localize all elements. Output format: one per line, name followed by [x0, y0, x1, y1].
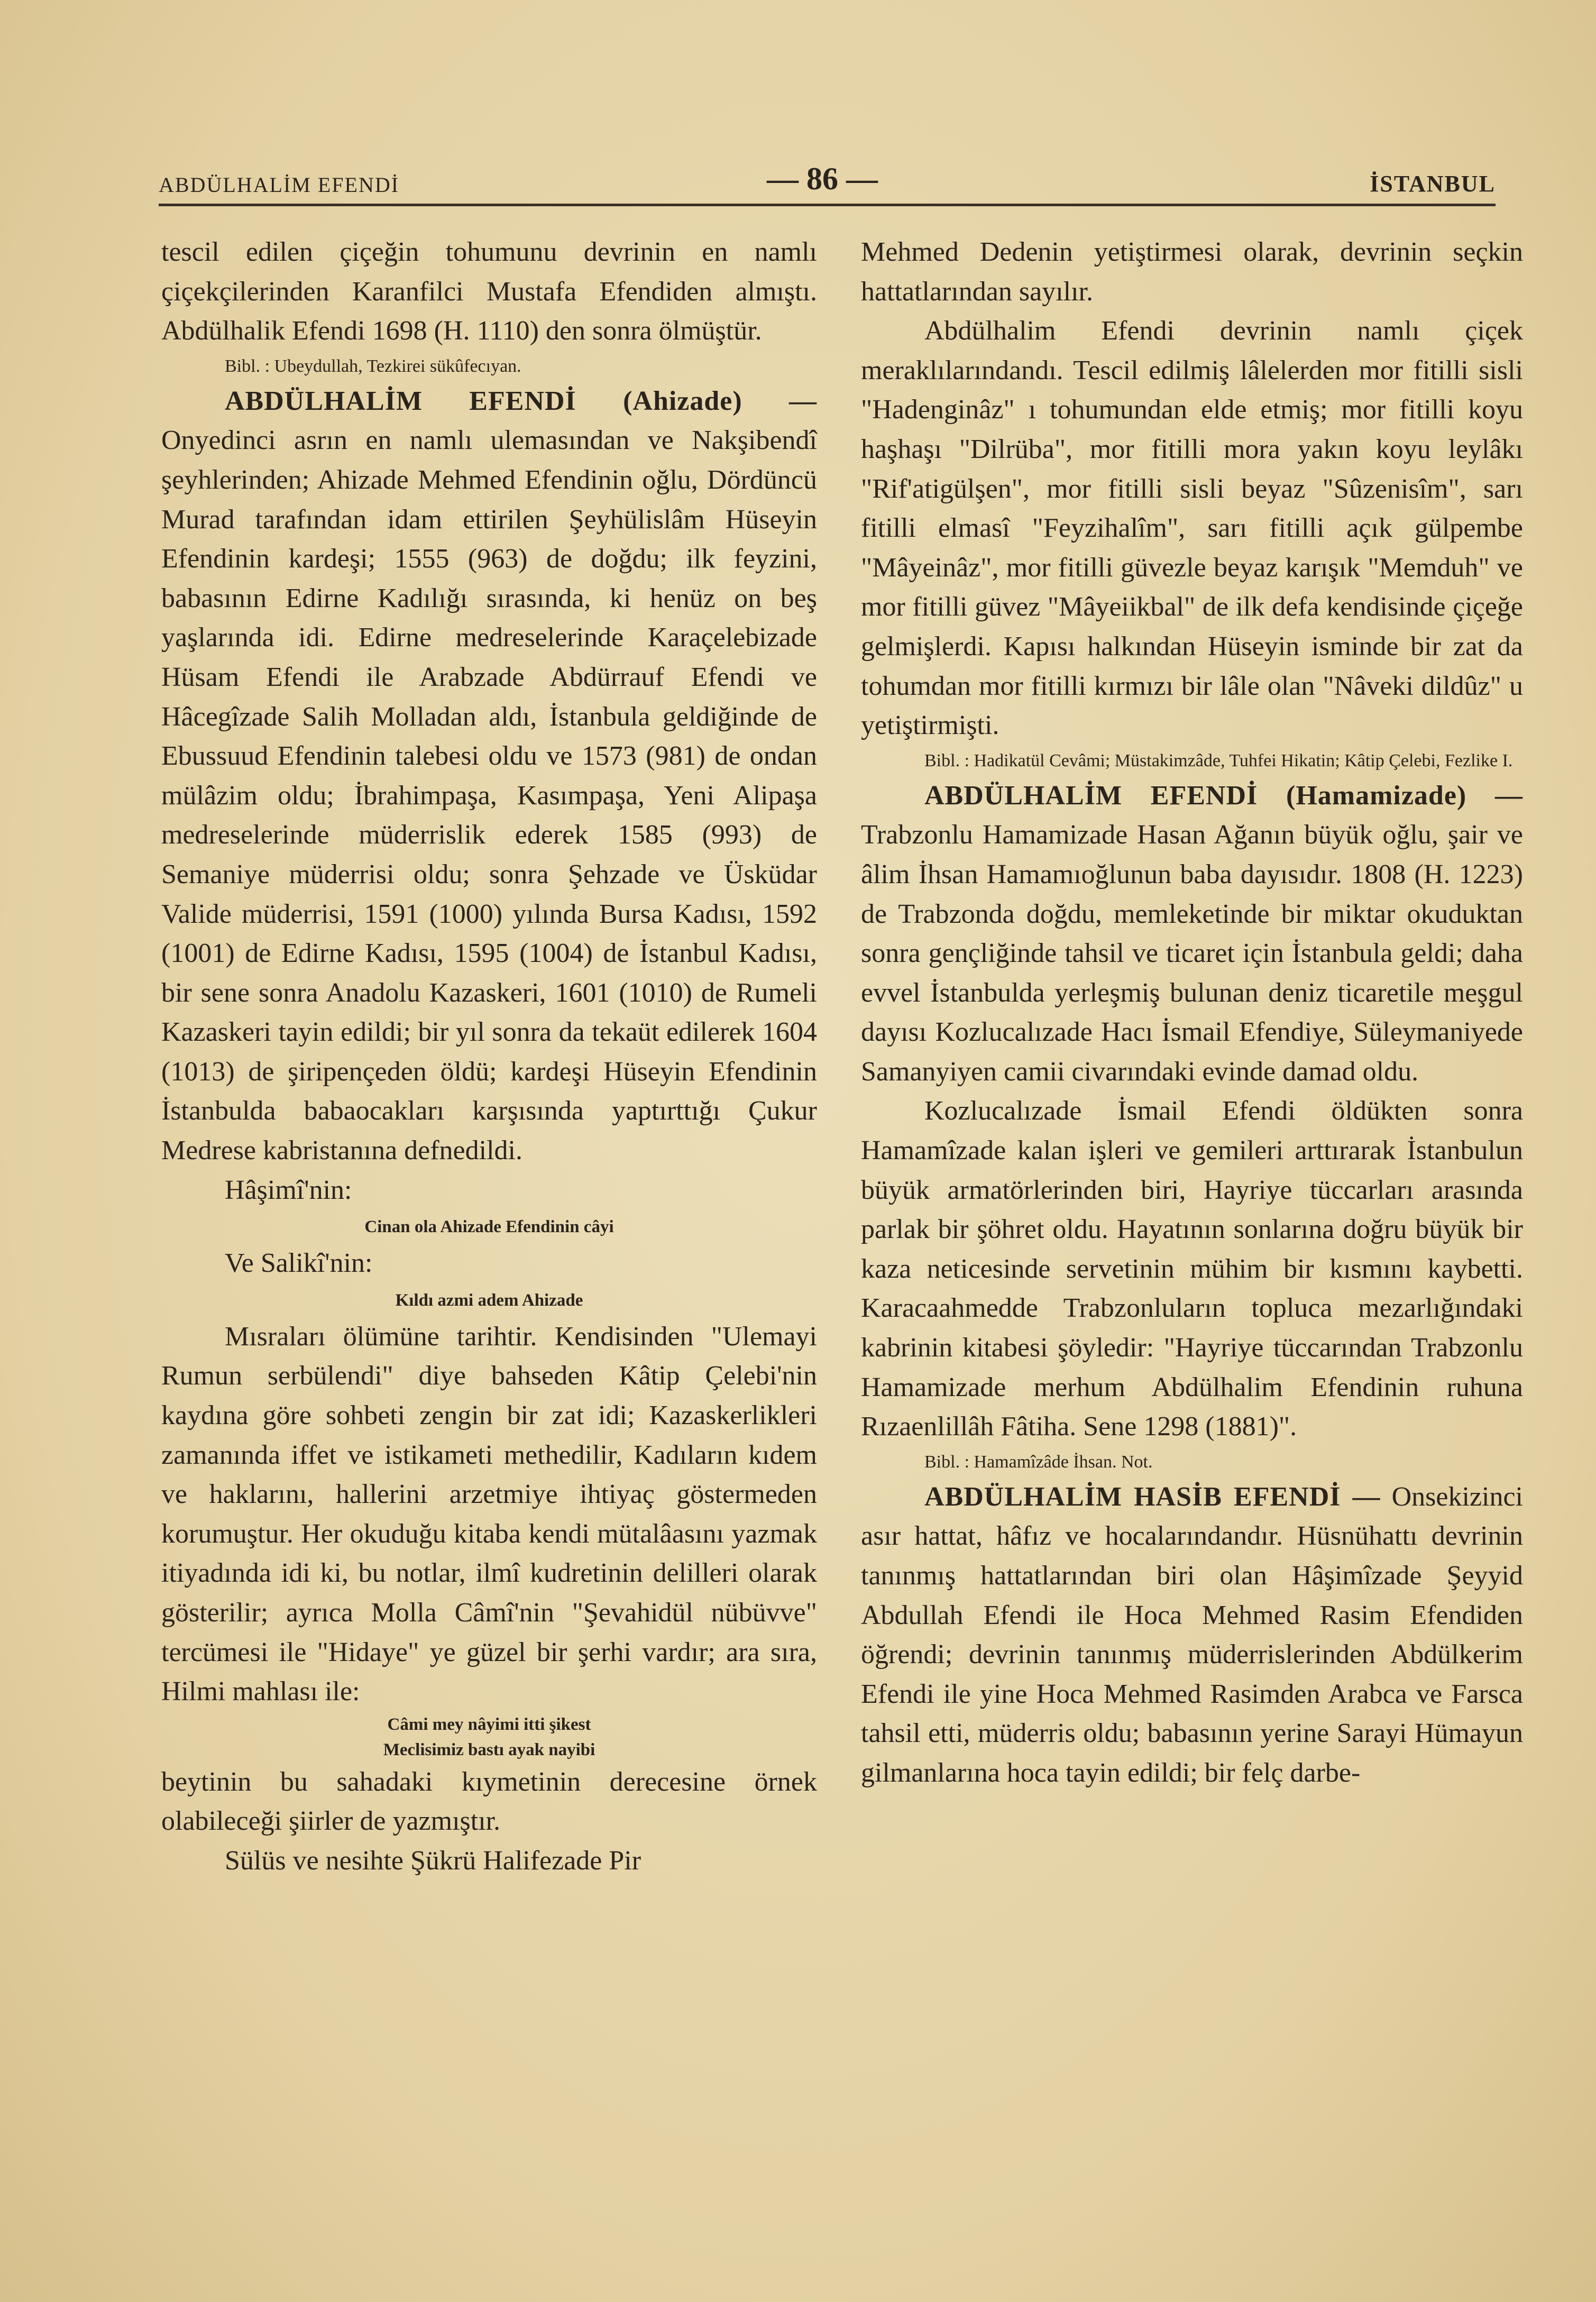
- bibliography: Bibl. : Hadikatül Cevâmi; Müstakimzâde, Tuhfei Hikatin; Kâtip Çelebi, Fezlike I.: [924, 750, 1513, 771]
- entry-abdulhalim-ahizade: [161, 382, 817, 1171]
- bibliography: Bibl. : Ubeydullah, Tezkirei sükûfecıyan.: [225, 356, 521, 376]
- paragraph: Sülüs ve nesihte Şükrü Halifezade Pir: [225, 1845, 641, 1876]
- paragraph: Mısraları ölümüne tarihtir. Kendisinden "Ulemayi Rumun serbülendi" diye bahseden Kâtip Çelebi'nin kaydına göre sohbeti zengin bir zat idi; Kazaskerlikleri zamanında iffet ve istikameti methedilir, Kadıların kıdem ve haklarını, hallerini arzetmiye ihtiyaç göstermeden korumuştur. Her okuduğu kitaba kendi mütalâasını yazmak itiyadında idi ki, bu notlar, ilmî kudretinin delilleri olarak gösterilir; ayrıca Molla Câmî'nin "Şevahidül nübüvve" tercümesi ile "Hidaye" ye güzel bir şerhi vardır; ara sıra, Hilmi mahlası ile:: [161, 1321, 817, 1707]
- verse-label: Hâşimî'nin:: [225, 1175, 352, 1205]
- verse-line: Kıldı azmi adem Ahizade: [395, 1290, 583, 1310]
- paragraph: tescil edilen çiçeğin tohumunu devrinin en namlı çiçekçilerinden Karanfilci Mustafa Efendiden almıştı. Abdülhalik Efendi 1698 (H. 1110) den sonra ölmüştür.: [161, 237, 817, 346]
- verse-line: Câmi mey nâyimi itti şikest: [387, 1714, 591, 1734]
- entry-abdulhalim-hamamizade: [861, 776, 1523, 1092]
- right-column: [861, 233, 1523, 1793]
- entry-text: Onsekizinci asır hattat, hâfız ve hocalarındandır. Hüsnühattı devrinin tanınmış hattatlarından biri olan Hâşimîzade Şeyyid Abdullah Efendi ile Hoca Mehmed Rasim Efendiden öğrendi; devrinin tanınmış müderrislerinden Abdülkerim Efendi ile yine Hoca Mehmed Rasimden Arabca ve Farsca tahsil etti, müderris oldu; babasının yerine Sarayi Hümayun gilmanlarına hoca tayin edildi; bir felç darbe-: [861, 1481, 1524, 1788]
- entry-headword: ABDÜLHALİM EFENDİ (Ahizade) —: [225, 386, 817, 416]
- entry-text: Trabzonlu Hamamizade Hasan Ağanın büyük oğlu, şair ve âlim İhsan Hamamıoğlunun baba dayısıdır. 1808 (H. 1223) de Trabzonda doğdu, memleketinde bir miktar okuduktan sonra gençliğinde tahsil ve ticaret için İstanbula geldi; daha evvel İstanbulda yerleşmiş bulunan deniz ticaretile meşgul dayısı Kozlucalızade Hacı İsmail Efendiye, Süleymaniyede Samanyiyen camii civarındaki evinde damad oldu.: [861, 820, 1523, 1087]
- entry-headword: ABDÜLHALİM EFENDİ (Hamamizade) —: [924, 780, 1523, 811]
- header-section-title: İSTANBUL: [1370, 171, 1496, 197]
- paragraph: Mehmed Dedenin yetiştirmesi olarak, devrinin seçkin hattatlarından sayılır.: [861, 237, 1523, 307]
- header-entry-title: ABDÜLHALİM EFENDİ: [159, 173, 400, 197]
- entry-text: Onyedinci asrın en namlı ulemasından ve Nakşibendî şeyhlerinden; Ahizade Mehmed Efendinin oğlu, Dördüncü Murad tarafından idam ettirilen Şeyhülislâm Hüseyin Efendinin kardeşi; 1555 (963) de doğdu; ilk feyzini, babasının Edirne Kadılığı sırasında, ki henüz on beş yaşlarında idi. Edirne medreselerinde Karaçelebizade Hüsam Efendi ile Arabzade Abdürrauf Efendi ve Hâcegîzade Salih Molladan aldı, İstanbula geldiğinde de Ebussuud Efendinin talebesi oldu ve 1573 (981) de ondan mülâzim oldu; İbrahimpaşa, Kasımpaşa, Yeni Alipaşa medreselerinde müderrislik ederek 1585 (993) de Semaniye müderrisi oldu; sonra Şehzade ve Üsküdar Valide müderrisi, 1591 (1000) yılında Bursa Kadısı, 1592 (1001) de Edirne Kadısı, 1595 (1004) de İstanbul Kadısı, bir sene sonra Anadolu Kazaskeri, 1601 (1010) de Rumeli Kazaskeri tayin edildi; bir yıl sonra da tekaüt edilerek 1604 (1013) de şiripençeden öldü; kardeşi Hüseyin Efendinin İstanbulda babaocakları karşısında yaptırttığı Çukur Medrese kabristanına defnedildi.: [161, 425, 817, 1166]
- verse-line: Cinan ola Ahizade Efendinin câyi: [364, 1217, 614, 1237]
- paragraph: Kozlucalızade İsmail Efendi öldükten sonra Hamamîzade kalan işleri ve gemileri arttırarak İstanbulun büyük armatörlerinden biri, Hayriye tüccarları arasında parlak bir şöhret oldu. Hayatının sonlarına doğru büyük bir kaza neticesinde servetinin mühim bir kısmını kaybetti. Karacaahmedde Trabzonluların topluca mezarlığındaki kabrinin kitabesi şöyledir: "Hayriye tüccarından Trabzonlu Hamamizade merhum Abdülhalim Efendinin ruhuna Rızaenlillâh Fâtiha. Sene 1298 (1881)".: [861, 1096, 1523, 1442]
- entry-headword: ABDÜLHALİM HASİB EFENDİ —: [924, 1481, 1381, 1512]
- page-number: — 86 —: [767, 161, 878, 196]
- entry-abdulhalim-hasib: [861, 1478, 1523, 1793]
- running-header: [159, 156, 1496, 206]
- left-column: [161, 233, 817, 1881]
- bibliography: Bibl. : Hamamîzâde İhsan. Not.: [924, 1452, 1153, 1472]
- verse-line: Meclisimiz bastı ayak nayibi: [383, 1740, 595, 1759]
- verse-label: Ve Salikî'nin:: [225, 1248, 373, 1279]
- paragraph: Abdülhalim Efendi devrinin namlı çiçek meraklılarındandı. Tescil edilmiş lâlelerden mor fitilli sisli "Hadenginâz" ı tohumundan elde etmiş; mor fitilli koyu haşhaşı "Dilrüba", mor fitilli mora yakın koyu leylâkı "Rif'atigülşen", mor fitilli sisli beyaz "Sûzenisîm", sarı fitilli elmasî "Feyzihalîm", sarı fitilli açık gülpembe "Mâyeinâz", mor fitilli güvezle beyaz karışık "Memduh" ve mor fitilli güvez "Mâyeiikbal" de ilk defa kendisinde çiçeğe gelmişlerdi. Kapısı halkından Hüseyin isminde bir zat da tohumdan mor fitilli kırmızı bir lâle olan "Nâveki dildûz" u yetiştirmişti.: [861, 316, 1523, 741]
- paragraph: beytinin bu sahadaki kıymetinin derecesine örnek olabileceği şiirler de yazmıştır.: [161, 1766, 817, 1837]
